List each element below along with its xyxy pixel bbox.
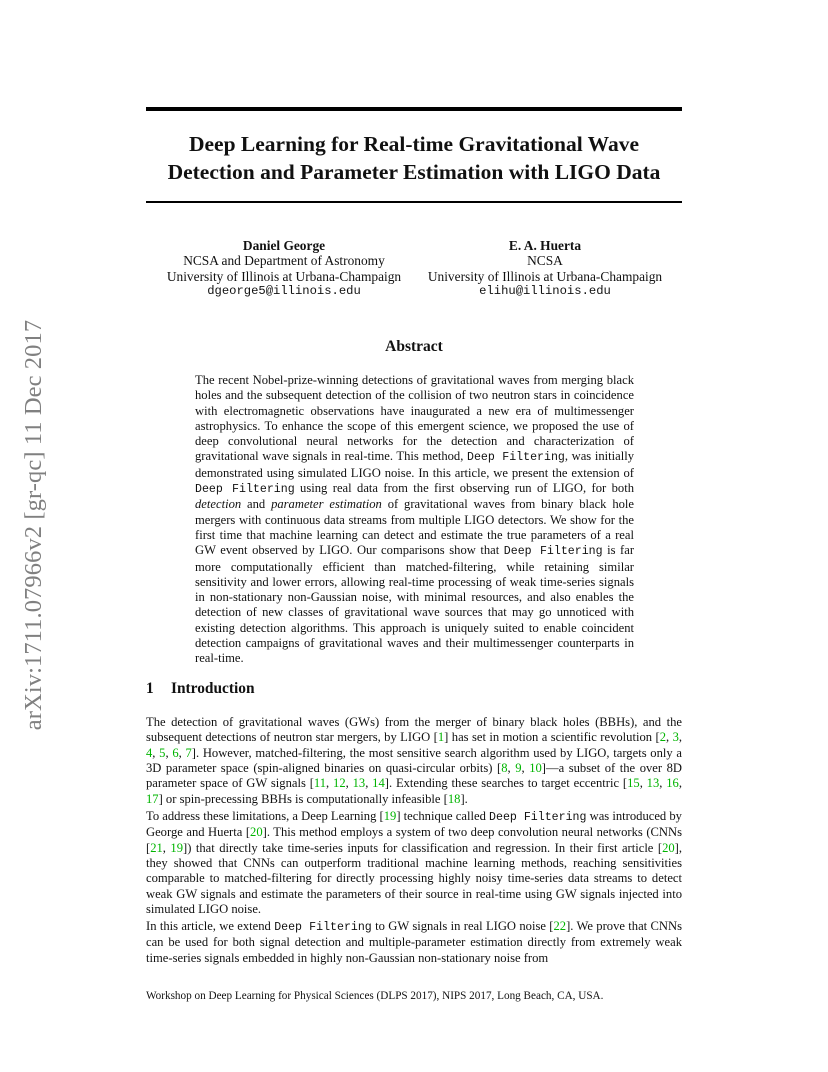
title-bottom-rule — [146, 201, 682, 203]
code-term: Deep Filtering — [503, 545, 603, 559]
body-paragraph: To address these limitations, a Deep Learning [19] technique called Deep Filtering was introduced by George and Huerta [20]. This method employs a system of two deep convolution neural networks (CNNs [21, 19]) that directly take time-series inputs for classification and regression. In their first article [20], they showed that CNNs can outperform traditional machine learning methods, reaching sensitivities comparable to matched-filtering for directly processing highly noisy time-series data streams to detect weak GW signals and estimate the parameters of their source in real-time using GW signals injected into simulated LIGO noise. — [146, 809, 683, 917]
citation-link[interactable]: 16 — [666, 776, 679, 791]
citation-link[interactable]: 14 — [372, 776, 385, 791]
citation-link[interactable]: 12 — [333, 776, 346, 791]
code-term: Deep Filtering — [489, 811, 587, 824]
citation-link[interactable]: 15 — [627, 776, 640, 791]
emphasis-text: detection — [195, 497, 242, 512]
author-name: Daniel George — [242, 238, 326, 253]
citation-link[interactable]: 20 — [662, 840, 675, 855]
title-line: Detection and Parameter Estimation with LIGO Data — [167, 160, 661, 184]
section-heading — [146, 680, 255, 698]
paper-title — [146, 130, 682, 186]
body-paragraph: The detection of gravitational waves (GWs) from the merger of binary black holes (BBHs), and the subsequent detections of neutron star mergers, by LIGO [1] has set in motion a scientific revolution [2, 3, 4, 5, 6, 7]. However, matched-filtering, the most sensitive search algorithm used by LIGO, targets only a 3D parameter space (spin-aligned binaries on quasi-circular orbits) [8, 9, 10]—a subset of the over 8D parameter space of GW signals [11, 12, 13, 14]. Extending these searches to target eccentric [15, 13, 16, 17] or spin-precessing BBHs is computationally infeasible [18]. — [146, 715, 683, 806]
citation-link[interactable]: 17 — [146, 791, 159, 806]
citation-link[interactable]: 7 — [185, 745, 192, 760]
citation-link[interactable]: 9 — [515, 761, 522, 776]
citation-link[interactable]: 18 — [447, 791, 461, 806]
title-line: Deep Learning for Real-time Gravitational Wave — [188, 132, 640, 156]
code-term: Deep Filtering — [274, 921, 372, 934]
citation-link[interactable]: 3 — [672, 730, 679, 745]
author-name: E. A. Huerta — [508, 238, 582, 253]
citation-link[interactable]: 11 — [313, 776, 327, 791]
author-email[interactable]: elihu@illinois.edu — [479, 284, 611, 299]
citation-link[interactable]: 2 — [659, 730, 666, 745]
citation-link[interactable]: 19 — [170, 840, 184, 855]
author-block — [156, 238, 412, 300]
section-title: Introduction — [171, 680, 255, 697]
body-paragraph: In this article, we extend Deep Filtering to GW signals in real LIGO noise [22]. We prove that CNNs can be used for both signal detection and multiple-parameter estimation directly from extremely weak time-series signals embedded in highly non-Gaussian non-stationary noise from — [146, 919, 683, 965]
section-number: 1 — [146, 680, 154, 697]
citation-link[interactable]: 13 — [646, 776, 660, 791]
citation-link[interactable]: 1 — [437, 730, 445, 745]
arxiv-stamp-text: arXiv:1711.07966v2 [gr-qc] 11 Dec 2017 — [20, 319, 47, 731]
citation-link[interactable]: 19 — [383, 809, 397, 823]
emphasis-text: parameter estimation — [271, 497, 382, 512]
citation-link[interactable]: 8 — [501, 761, 508, 776]
arxiv-stamp — [14, 292, 54, 758]
author-affiliation: NCSA — [527, 253, 563, 269]
citation-link[interactable]: 6 — [172, 745, 179, 760]
citation-link[interactable]: 10 — [529, 761, 542, 776]
author-email[interactable]: dgeorge5@illinois.edu — [207, 284, 361, 299]
citation-link[interactable]: 5 — [159, 745, 166, 760]
author-affiliation: NCSA and Department of Astronomy — [183, 253, 385, 269]
citation-link[interactable]: 20 — [250, 825, 263, 840]
title-top-rule — [146, 107, 682, 111]
code-term: Deep Filtering — [466, 451, 565, 465]
venue-footnote: Workshop on Deep Learning for Physical Sciences (DLPS 2017), NIPS 2017, Long Beach, CA, USA. — [146, 990, 604, 1002]
abstract-heading: Abstract — [385, 338, 443, 355]
author-affiliation: University of Illinois at Urbana-Champaign — [166, 268, 402, 284]
author-affiliation: University of Illinois at Urbana-Champaign — [427, 268, 663, 284]
abstract-body: The recent Nobel-prize-winning detections of gravitational waves from merging black holes and the subsequent detection of the collision of two neutron stars in coincidence with electromagnetic observations have inaugurated a new era of multimessenger astrophysics. To enhance the scope of this emergent science, we proposed the use of deep convolutional neural networks for the detection and characterization of gravitational wave signals in real-time. This method, Deep Filtering, was initially demonstrated using simulated LIGO noise. In this article, we present the extension of Deep Filtering using real data from the first observing run of LIGO, for both detection and parameter estimation of gravitational waves from binary black hole mergers with continuous data streams from multiple LIGO detectors. We show for the first time that machine learning can detect and estimate the true parameters of a real GW event observed by LIGO. Our comparisons show that Deep Filtering is far more computationally efficient than matched-filtering, while retaining similar sensitivity and lower errors, allowing real-time processing of weak time-series signals in non-stationary non-Gaussian noise, with minimal resources, and also enables the detection of new classes of gravitational wave sources that may go unnoticed with existing detection algorithms. This approach is uniquely suited to enable coincident detection campaigns of gravitational waves and their multimessenger counterparts in real-time. — [195, 373, 635, 666]
author-block — [420, 238, 670, 300]
citation-link[interactable]: 21 — [150, 840, 163, 855]
code-term: Deep Filtering — [195, 483, 295, 497]
citation-link[interactable]: 4 — [146, 745, 153, 760]
citation-link[interactable]: 22 — [553, 919, 567, 933]
citation-link[interactable]: 13 — [352, 776, 366, 791]
